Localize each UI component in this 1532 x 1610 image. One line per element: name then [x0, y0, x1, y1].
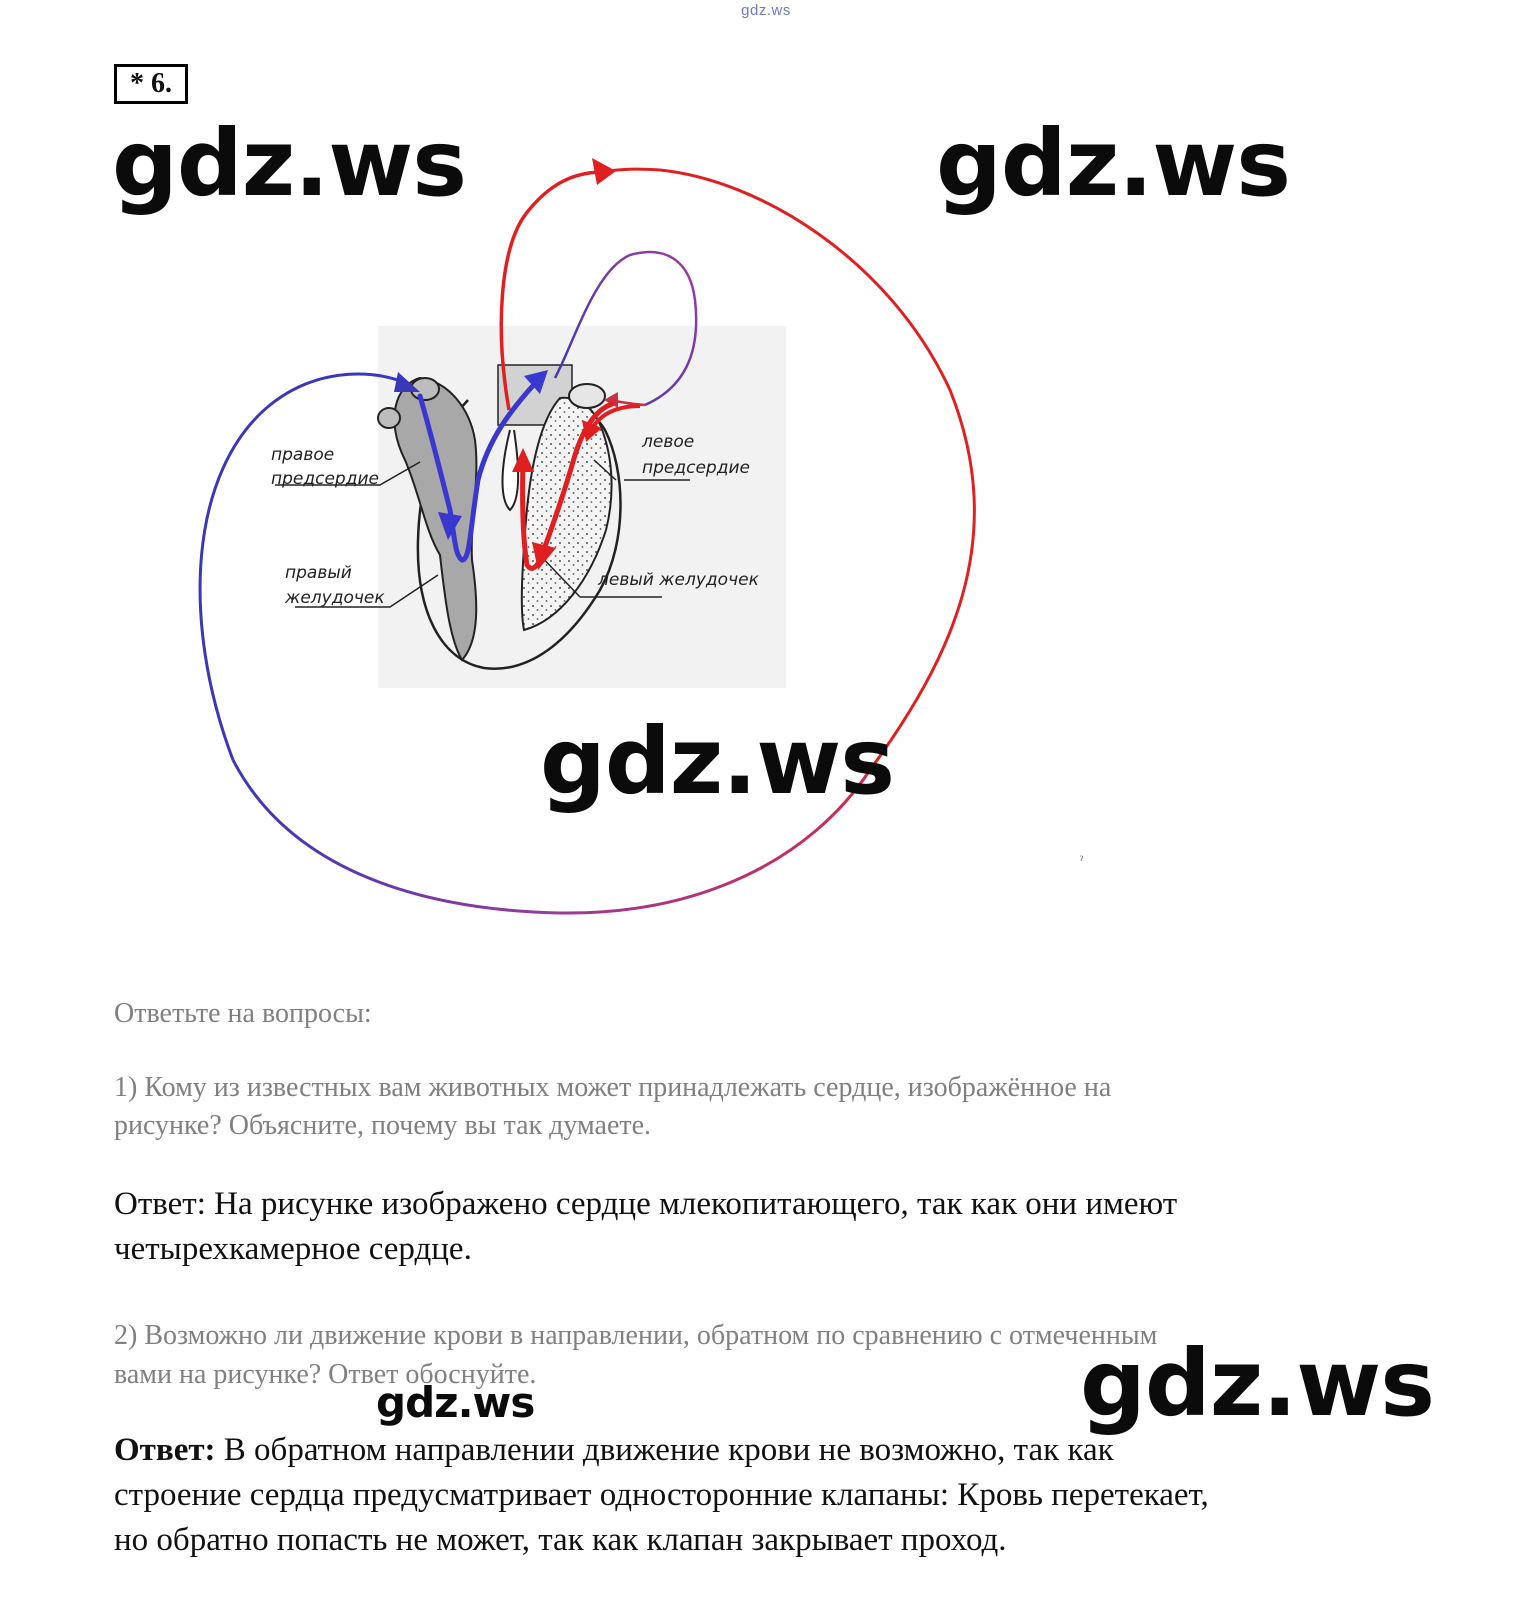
answer-2-line-1: [114, 1428, 1114, 1473]
pulmonary-vein: [569, 384, 605, 408]
question-1-line-2: рисунке? Объясните, почему вы так думаете.: [114, 1110, 652, 1141]
answer-2-label: Ответ:: [114, 1432, 216, 1468]
watermark: gdz.ws: [376, 1378, 535, 1427]
site-mark: gdz.ws: [741, 2, 791, 19]
stray-mark: ˀ: [1080, 853, 1083, 867]
question-2-line-2: вами на рисунке? Ответ обоснуйте.: [114, 1359, 537, 1390]
label-right-atrium-1: правое: [271, 445, 335, 465]
label-left-atrium-2: предсердие: [642, 458, 750, 478]
question-1-line-1: 1) Кому из известных вам животных может принадлежать сердце, изображённое на: [114, 1072, 1112, 1103]
watermark: gdz.ws: [1080, 1330, 1434, 1437]
answer-1-line-1: Ответ: На рисунке изображено сердце млекопитающего, так как они имеют: [114, 1186, 1178, 1222]
answer-1-line-2: четырехкамерное сердце.: [114, 1231, 472, 1267]
vena-cava-side: [378, 408, 400, 428]
watermark: gdz.ws: [936, 110, 1290, 217]
answer-2-line-2: строение сердца предусматривает односторонние клапаны: Кровь перетекает,: [114, 1477, 1209, 1513]
prompt: Ответьте на вопросы:: [114, 998, 372, 1029]
answer-2-text: В обратном направлении движение крови не возможно, так как: [215, 1432, 1114, 1468]
label-right-atrium-2: предсердие: [271, 469, 379, 489]
watermark: gdz.ws: [112, 110, 466, 217]
question-2-line-1: 2) Возможно ли движение крови в направлении, обратном по сравнению с отмеченным: [114, 1320, 1158, 1351]
label-left-atrium-1: левое: [642, 432, 695, 452]
answer-2-line-3: но обратно попасть не может, так как клапан закрывает проход.: [114, 1522, 1007, 1558]
aorta-arrowhead: [592, 158, 616, 185]
task-number-box: * 6.: [114, 64, 188, 104]
label-right-ventricle-1: правый: [285, 563, 352, 583]
watermark: gdz.ws: [540, 708, 894, 815]
label-left-ventricle: левый желудочек: [598, 570, 759, 590]
label-right-ventricle-2: желудочек: [285, 588, 385, 608]
